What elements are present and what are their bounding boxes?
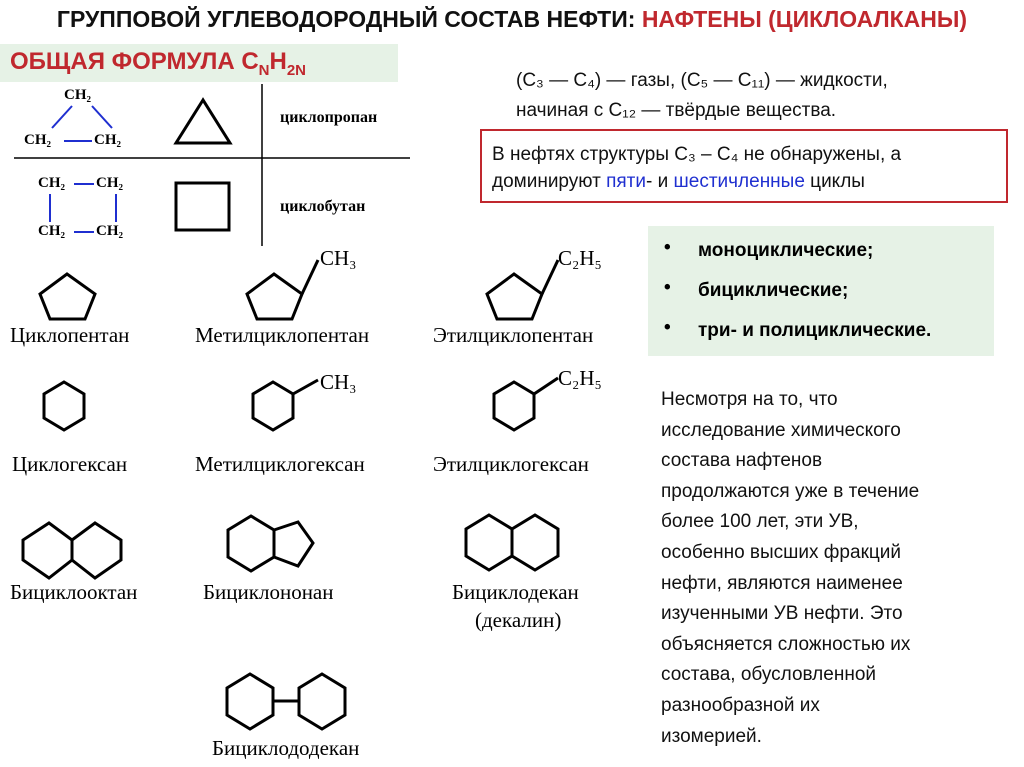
decalin-right-ring — [512, 515, 558, 570]
note-part4: - и — [646, 171, 674, 192]
cb-ch2-2: CH₂ — [96, 175, 123, 191]
cyclopentane-label: Циклопентан — [10, 323, 130, 347]
methylcyclopentane-substituent: CH₃ — [320, 246, 357, 270]
cp-right-ch2: CH₂ — [94, 132, 121, 148]
note-part1: В нефтях структуры C₃ – C₄ не обнаружены, а — [492, 144, 902, 165]
paragraph-line: более 100 лет, эти УВ, — [661, 511, 859, 533]
bicyclododecane-label: Бициклододекан — [212, 736, 360, 760]
paragraph-line: особенно высших фракций — [661, 541, 901, 563]
bicyclododecane-right-ring — [299, 674, 345, 729]
bicyclononane-label: Бициклононан — [203, 580, 334, 604]
note-five: пяти — [606, 171, 647, 192]
formula-sub-n: N — [258, 61, 270, 79]
decalin-left-ring — [466, 515, 512, 570]
bicyclodecane-label: Бициклодекан — [452, 580, 579, 604]
bullet-icon: • — [664, 237, 671, 258]
bicyclooctane-left-ring — [23, 523, 72, 578]
cyclobutane-name: циклобутан — [280, 198, 366, 215]
bicyclononane-six-ring — [228, 516, 274, 571]
cb-ch2-3: CH₂ — [38, 223, 65, 239]
bicyclooctane-right-ring — [72, 523, 121, 578]
paragraph-line: разнообразной их — [661, 694, 820, 716]
title-prefix: ГРУППОВОЙ УГЛЕВОДОРОДНЫЙ СОСТАВ НЕФТИ: — [56, 6, 642, 32]
note-part6: циклы — [804, 171, 865, 192]
paragraph-line: изученными УВ нефти. Это — [661, 603, 903, 625]
cb-ch2-1: CH₂ — [38, 175, 65, 191]
cyclohexane-label: Циклогексан — [12, 452, 128, 476]
methylcyclohexane-substituent: CH₃ — [320, 370, 357, 394]
list-item-label: бициклические; — [698, 280, 849, 301]
paragraph-line: нефти, являются наименее — [661, 572, 903, 594]
ethylcyclohexane-ring — [494, 382, 534, 430]
formula-label: ОБЩАЯ ФОРМУЛА C — [10, 48, 259, 75]
cyclohexane-ring — [44, 382, 84, 430]
cp-left-ch2: CH₂ — [24, 132, 51, 148]
ethylcyclohexane-label: Этилциклогексан — [433, 452, 589, 476]
phase-description-line2: начиная с C₁₂ — твёрдые вещества. — [516, 100, 837, 121]
cb-ch2-4: CH₂ — [96, 223, 123, 239]
note-six: шестичленные — [673, 171, 805, 192]
cp-top-ch2: CH₂ — [64, 87, 91, 103]
bullet-icon: • — [664, 277, 671, 298]
ethylcyclohexane-substituent: C₂H₅ — [558, 366, 602, 390]
paragraph-line: изомерией. — [661, 725, 762, 747]
ethylcyclopentane-label: Этилциклопентан — [433, 323, 594, 347]
list-item-label: три- и полициклические. — [698, 320, 932, 341]
title-highlight: НАФТЕНЫ (ЦИКЛОАЛКАНЫ) — [641, 6, 968, 32]
paragraph-line: исследование химического — [661, 419, 901, 441]
paragraph-line: продолжаются уже в течение — [661, 480, 920, 502]
ethylcyclopentane-ring — [487, 274, 542, 319]
note-part2: доминируют — [492, 171, 607, 192]
bicyclooctane-label: Бициклооктан — [10, 580, 138, 604]
methylcyclopentane-label: Метилциклопентан — [195, 323, 370, 347]
paragraph-line: состава, обусловленной — [661, 664, 877, 686]
ethylcyclopentane-substituent: C₂H₅ — [558, 246, 602, 270]
cyclopropane-name: циклопропан — [280, 109, 378, 126]
bullet-icon: • — [664, 317, 671, 338]
formula-sub-2n: 2N — [286, 61, 307, 79]
methylcyclohexane-label: Метилциклогексан — [195, 452, 365, 476]
cyclopentane-ring — [40, 274, 95, 319]
bicyclononane-five-ring — [274, 522, 313, 566]
paragraph-line: состава нафтенов — [661, 450, 823, 472]
paragraph-line: объясняется сложностью их — [661, 633, 911, 655]
formula-h: H — [269, 48, 287, 75]
bicyclododecane-left-ring — [227, 674, 273, 729]
methylcyclohexane-ring — [253, 382, 293, 430]
list-item-label: моноциклические; — [698, 240, 874, 261]
paragraph-line: Несмотря на то, что — [661, 389, 838, 410]
methylcyclopentane-ring — [247, 274, 302, 319]
phase-description-line1: (C₃ — C₄) — газы, (C₅ — C₁₁) — жидкости, — [516, 70, 888, 91]
decalin-label: (декалин) — [475, 608, 562, 632]
